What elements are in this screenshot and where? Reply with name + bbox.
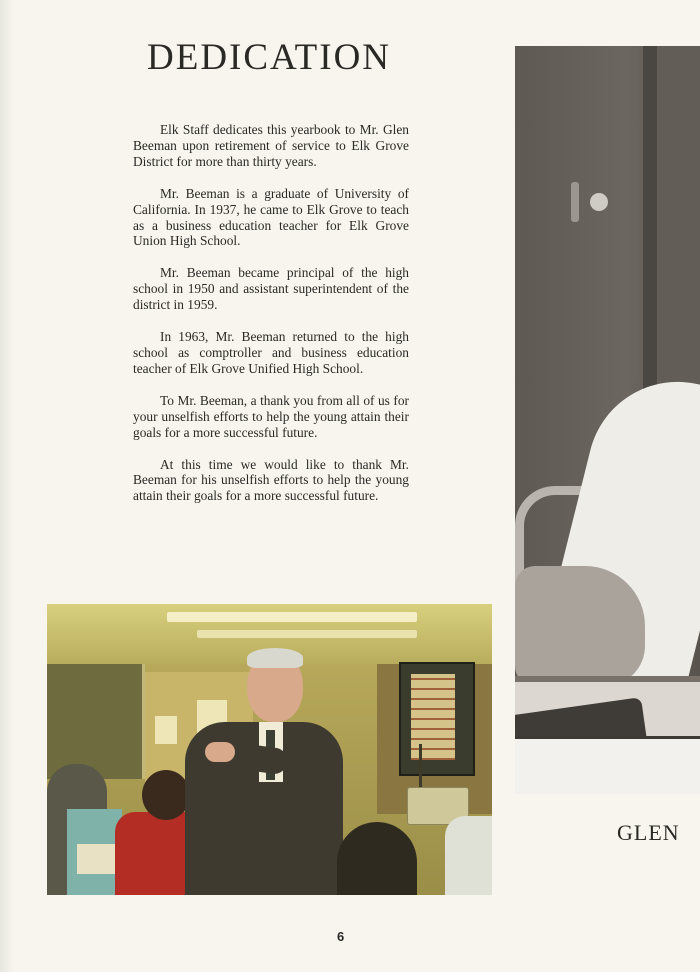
chalkboard <box>47 664 145 779</box>
wall-poster-chart <box>411 674 455 760</box>
door-hinge <box>571 182 579 222</box>
door-knob <box>590 193 608 211</box>
ceiling-light <box>197 630 417 638</box>
teacher-hair <box>247 648 303 668</box>
paragraph-3: Mr. Beeman became principal of the high school in 1950 and assistant superintendent of the district in 1959. <box>133 265 409 313</box>
paragraph-2: Mr. Beeman is a graduate of University of California. In 1937, he came to Elk Grove to teach as a business education teacher for Elk Grove Union High School. <box>133 185 409 249</box>
dedication-text <box>133 122 409 520</box>
student-back-head <box>337 822 417 895</box>
student <box>445 816 492 895</box>
forearm <box>515 566 645 686</box>
page-edge-shadow <box>0 0 14 972</box>
student-head <box>142 770 190 820</box>
paragraph-4: In 1963, Mr. Beeman returned to the high school as comptroller and business education teacher of Elk Grove Unified High School. <box>133 329 409 376</box>
book <box>515 736 700 794</box>
ceiling-light <box>167 612 417 622</box>
classroom-photo <box>47 604 492 895</box>
portrait-photo <box>515 46 700 794</box>
page-title: DEDICATION <box>147 37 392 78</box>
paragraph-1: Elk Staff dedicates this yearbook to Mr. Glen Beeman upon retirement of service to Elk Grove District for more than thirty years. <box>133 122 409 169</box>
teacher-pointing-hand <box>205 742 235 762</box>
posted-note <box>155 716 177 744</box>
paragraph-5: To Mr. Beeman, a thank you from all of us for your unselfish efforts to help the young attain their goals for a more successful future. <box>133 392 409 440</box>
paragraph-6: At this time we would like to thank Mr. Beeman for his unselfish efforts to help the young attain their goals for a more successful future. <box>133 456 409 504</box>
page-number: 6 <box>337 929 345 944</box>
portrait-caption-name: GLEN <box>617 820 680 845</box>
